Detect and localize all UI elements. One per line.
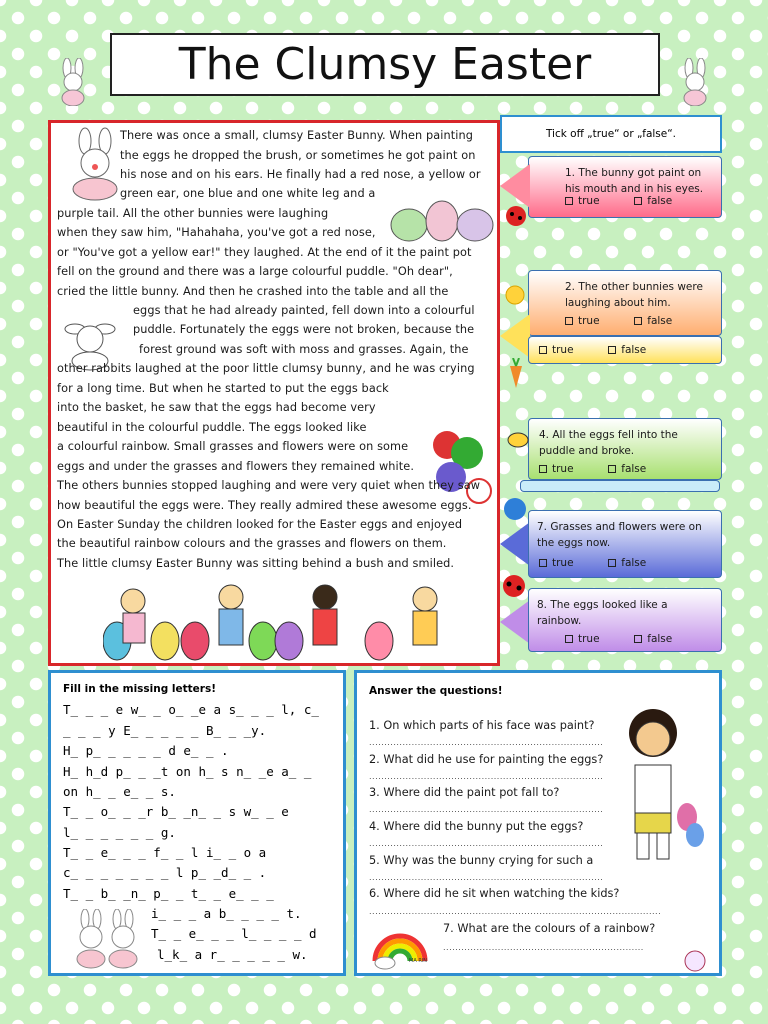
answer-line[interactable]: ............................................................................. <box>369 805 604 814</box>
fill-line: H_ p_ _ _ _ _ d e_ _ . <box>63 743 229 758</box>
tf-arrow <box>500 600 530 644</box>
two-bunnies-clipart <box>71 909 143 969</box>
tf-question: 7. Grasses and flowers were on the eggs now. <box>537 521 702 549</box>
false-checkbox[interactable] <box>634 197 642 205</box>
false-label: false <box>647 315 673 327</box>
answer-line[interactable]: ................................................................................................ <box>369 907 662 916</box>
kids-and-eggs-clipart <box>103 579 453 663</box>
story-line: other rabbits laughed at the poor little clumsy bunny, and he was crying <box>57 362 475 375</box>
false-checkbox[interactable] <box>608 559 616 567</box>
tf-options <box>565 195 672 207</box>
bunny-clipart-right <box>678 58 712 106</box>
worksheet-title: The Clumsy Easter <box>110 33 660 96</box>
fill-in-heading: Fill in the missing letters! <box>63 683 217 695</box>
tf-arrow <box>500 522 530 566</box>
tf-question: 8. The eggs looked like a rainbow. <box>537 599 668 627</box>
answer-panel <box>354 670 722 976</box>
story-line: forest ground was soft with moss and grasses. Again, the <box>139 343 469 356</box>
story-line: eggs and under the grasses and flowers they remained white. <box>57 460 415 473</box>
story-line: or "You've got a yellow ear!" they laughed. At the end of it the paint pot <box>57 246 472 259</box>
answer-line[interactable]: ............................................................................. <box>369 839 604 848</box>
tf-card-8 <box>528 588 722 652</box>
bird-icon <box>502 496 528 522</box>
story-box <box>48 120 500 666</box>
true-label: true <box>578 195 600 207</box>
answer-question: 2. What did he use for painting the eggs? <box>369 753 604 766</box>
false-label: false <box>621 463 647 475</box>
story-line: The little clumsy Easter Bunny was sitting behind a bush and smiled. <box>57 557 455 570</box>
sun-icon <box>504 284 526 306</box>
story-line: a colourful rainbow. Small grasses and flowers were on some <box>57 440 409 453</box>
true-checkbox[interactable] <box>539 559 547 567</box>
bee-icon <box>506 430 530 450</box>
false-checkbox[interactable] <box>634 635 642 643</box>
fill-line: T_ _ e_ _ _ f_ _ l i_ _ o a <box>63 845 267 860</box>
answer-question: 5. Why was the bunny crying for such a <box>369 854 594 867</box>
story-line: the beautiful rainbow colours and the grasses and flowers on them. <box>57 537 447 550</box>
tf-card-3 <box>528 336 722 364</box>
fill-line: l_k_ a r_ _ _ _ _ w. <box>157 947 308 962</box>
fill-in-panel <box>48 670 346 976</box>
tf-options <box>539 344 646 356</box>
answer-line[interactable]: ............................................................................. <box>369 738 604 747</box>
rainbow-caption: MA RIN <box>409 958 428 964</box>
true-checkbox[interactable] <box>565 317 573 325</box>
story-line: On Easter Sunday the children looked for the Easter eggs and enjoyed <box>57 518 463 531</box>
tf-options <box>565 315 672 327</box>
false-checkbox[interactable] <box>608 346 616 354</box>
fill-line: on h_ _ e_ _ s. <box>63 784 176 799</box>
bunnies-group-clipart <box>387 195 497 247</box>
story-line: his nose and on his ears. He finally had a red nose, a yellow or <box>120 168 481 181</box>
story-line: cried the little bunny. And then he crashed into the table and all the <box>57 285 449 298</box>
bunny-clipart-left <box>56 58 90 106</box>
tf-options <box>539 557 646 569</box>
true-label: true <box>552 557 574 569</box>
fill-line: T_ _ o_ _ _r b_ _n_ _ s w_ _ e <box>63 804 289 819</box>
fill-line: l_ _ _ _ _ _ g. <box>63 825 176 840</box>
tf-card-5 <box>520 480 720 492</box>
story-line: fell on the ground and there was a large colourful puddle. "Oh dear", <box>57 265 453 278</box>
fill-line: _ _ _ y E_ _ _ _ _ B_ _ _y. <box>63 723 267 738</box>
fill-line: i_ _ _ a b_ _ _ _ t. <box>151 906 302 921</box>
true-checkbox[interactable] <box>539 465 547 473</box>
tf-question: 4. All the eggs fell into the puddle and broke. <box>539 429 678 457</box>
ladybug-icon <box>504 204 528 228</box>
answer-question: 7. What are the colours of a rainbow? <box>443 922 656 935</box>
tf-card-4 <box>528 418 722 480</box>
tf-question: 2. The other bunnies were laughing about him. <box>565 281 703 309</box>
fill-line: T_ _ b_ _n_ p_ _ t_ _ e_ _ _ <box>63 886 274 901</box>
story-line: when they saw him, "Hahahaha, you've got a red nose, <box>57 226 376 239</box>
boy-with-flowers-clipart <box>611 699 707 867</box>
false-label: false <box>647 633 673 645</box>
story-line: the eggs he dropped the brush, or sometimes he got paint on <box>120 149 476 162</box>
author-badge-icon <box>683 949 707 973</box>
tf-options <box>539 463 646 475</box>
true-label: true <box>578 633 600 645</box>
true-label: true <box>552 344 574 356</box>
tf-options <box>565 633 672 645</box>
bunny-clipart-story <box>65 127 127 201</box>
rainbow-clipart <box>371 925 429 971</box>
true-checkbox[interactable] <box>565 635 573 643</box>
story-line: puddle. Fortunately the eggs were not broken, because the <box>133 323 475 336</box>
story-line: into the basket, he saw that the eggs had become very <box>57 401 376 414</box>
true-label: true <box>578 315 600 327</box>
story-line: purple tail. All the other bunnies were laughing <box>57 207 329 220</box>
false-checkbox[interactable] <box>608 465 616 473</box>
answer-heading: Answer the questions! <box>369 685 503 697</box>
tf-card-7 <box>528 510 722 578</box>
answer-question: 1. On which parts of his face was paint? <box>369 719 595 732</box>
true-checkbox[interactable] <box>539 346 547 354</box>
tf-arrow <box>500 314 530 358</box>
story-line: The others bunnies stopped laughing and were very quiet when they saw <box>57 479 481 492</box>
false-checkbox[interactable] <box>634 317 642 325</box>
story-line: beautiful in the colourful puddle. The eggs looked like <box>57 421 367 434</box>
answer-line[interactable]: ............................................................................. <box>369 772 604 781</box>
story-line: for a long time. But when he started to put the eggs back <box>57 382 389 395</box>
story-line: how beautiful the eggs were. They really admired these awesome eggs. <box>57 499 472 512</box>
tf-card-2 <box>528 270 722 336</box>
false-label: false <box>621 344 647 356</box>
tf-question: 1. The bunny got paint on his mouth and in his eyes. <box>565 167 704 195</box>
answer-line[interactable]: .................................................................. <box>443 943 644 952</box>
true-checkbox[interactable] <box>565 197 573 205</box>
tf-arrow <box>500 164 530 208</box>
story-line: eggs that he had already painted, fell down into a colourful <box>133 304 475 317</box>
tf-card-1 <box>528 156 722 218</box>
false-label: false <box>647 195 673 207</box>
false-label: false <box>621 557 647 569</box>
ladybug-icon-2 <box>500 574 528 598</box>
answer-question: 3. Where did the paint pot fall to? <box>369 786 560 799</box>
true-label: true <box>552 463 574 475</box>
answer-line[interactable]: ............................................................................. <box>369 873 604 882</box>
fill-line: H_ h_d p_ _ _t on h_ s n_ _e a_ _ <box>63 764 312 779</box>
fill-line: T_ _ _ e w_ _ o_ _e a s_ _ _ l, c_ <box>63 702 319 717</box>
story-line: There was once a small, clumsy Easter Bunny. When painting <box>120 129 474 142</box>
fill-line: T_ _ e_ _ _ l_ _ _ _ d <box>151 926 317 941</box>
fill-line: c_ _ _ _ _ _ _ l p_ _d_ _ . <box>63 865 267 880</box>
answer-question: 6. Where did he sit when watching the kids? <box>369 887 620 900</box>
carrot-icon <box>508 358 524 388</box>
story-line: green ear, one blue and one white leg and a <box>120 187 376 200</box>
answer-question: 4. Where did the bunny put the eggs? <box>369 820 584 833</box>
tick-instructions: Tick off „true“ or „false“. <box>500 115 722 153</box>
